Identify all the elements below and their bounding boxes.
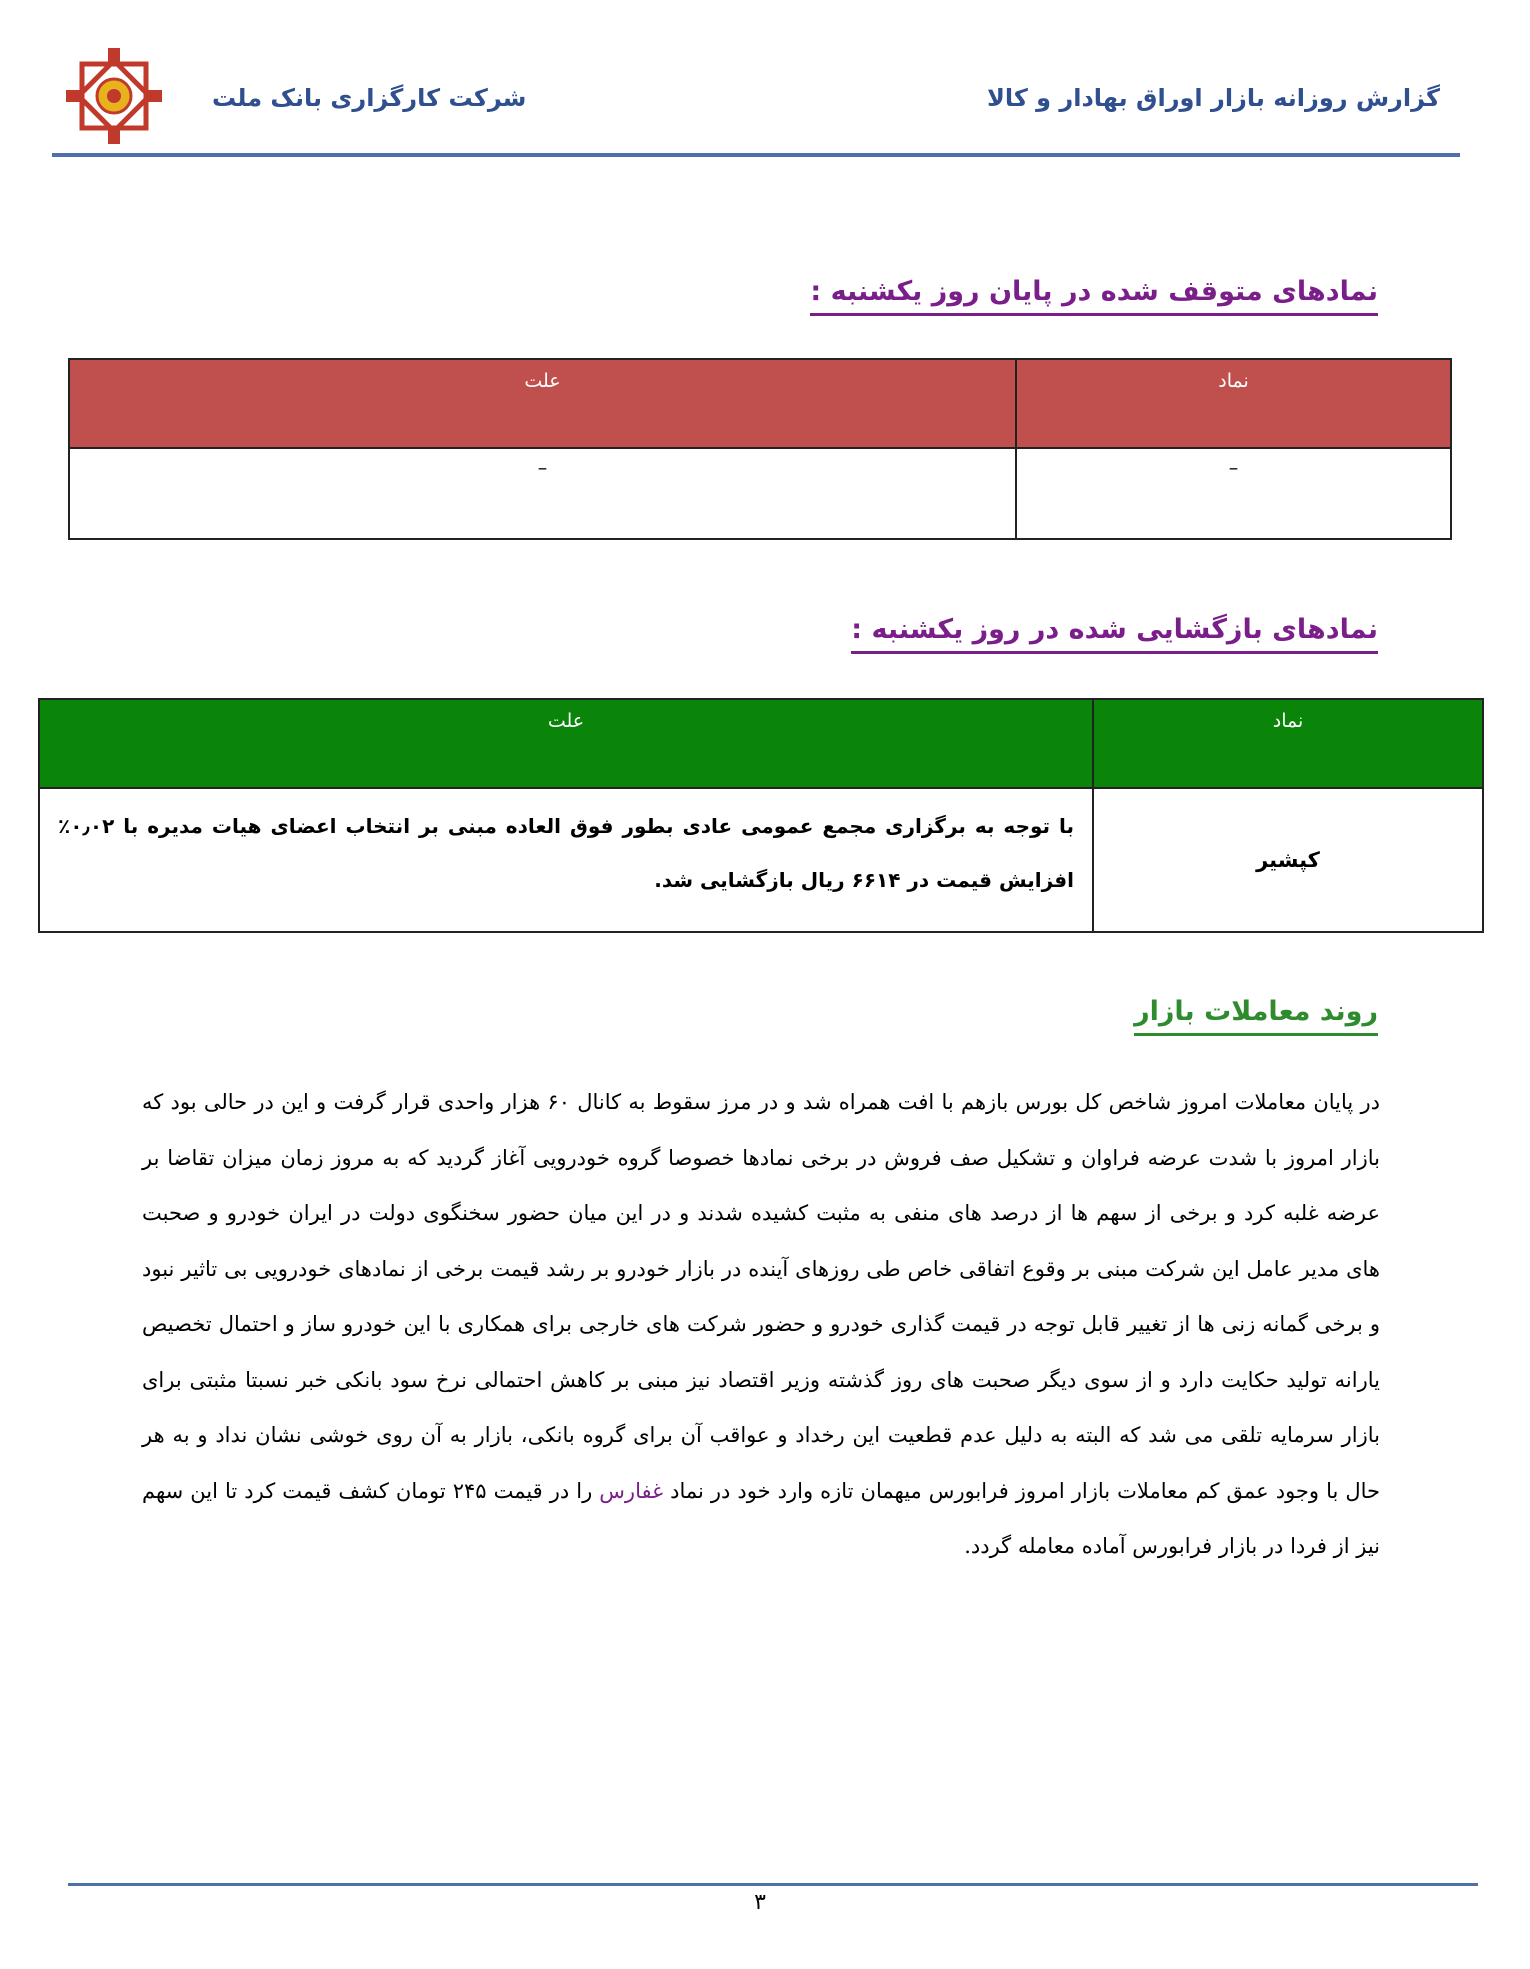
- table-cell-symbol: کپشیر: [1093, 788, 1483, 932]
- halted-symbols-heading: نمادهای متوقف شده در پایان روز یکشنبه :: [810, 276, 1378, 316]
- market-trend-heading: روند معاملات بازار: [1134, 996, 1378, 1036]
- paragraph-text-continued: را در قیمت ۲۴۵ تومان کشف قیمت کرد تا این سهم نیز از فردا در بازار فرابورس آماده معامله گردد.: [142, 1478, 1380, 1558]
- reopened-symbols-heading: نمادهای بازگشایی شده در روز یکشنبه :: [851, 614, 1378, 654]
- reopened-symbols-table: [38, 698, 1484, 933]
- halted-symbols-table: [68, 358, 1452, 540]
- page-number: ۳: [754, 1890, 766, 1915]
- table-header-row: [69, 359, 1451, 448]
- paragraph-text: در پایان معاملات امروز شاخص کل بورس بازهم با افت همراه شد و در مرز سقوط به کانال ۶۰ هزار واحدی قرار گرفت و این در حالی بود که بازار امروز با شدت عرضه فراوان و تشکیل صف فروش در برخی نمادها خصوصا گروه خودرویی آغاز گردید که به مروز زمان میزان تقاضا بر عرضه غلبه کرد و برخی از سهم ها از درصد های منفی به مثبت کشیده شدند و در این میان حضور سخنگوی دولت در ایران خودرو و صحبت های مدیر عامل این شرکت مبنی بر وقوع اتفاقی خاص طی روزهای آینده در بازار خودرو بر رشد قیمت برخی از نمادهای خودرویی بی تاثیر نبود و برخی گمانه زنی ها از تغییر قابل توجه در قیمت گذاری خودرو و حضور شرکت های خارجی برای همکاری با این خودرو ساز و احتمال تخصیص یارانه تولید حکایت دارد و از سوی دیگر صحبت های روز گذشته وزیر اقتصاد نیز مبنی بر کاهش احتمالی نرخ سود بانکی خبر نسبتا مثبتی برای بازار سرمایه تلقی می شد که البته به دلیل عدم قطعیت این رخداد و عواقب آن برای گروه بانکی، بازار به آن روی خوشی نشان نداد و به هر حال با وجود عمق کم معاملات بازار امروز فرابورس میهمان تازه وارد خود در نماد: [142, 1090, 1380, 1503]
- table-cell-reason: –: [69, 448, 1016, 539]
- column-header-symbol: نماد: [1093, 699, 1483, 788]
- column-header-symbol: نماد: [1016, 359, 1451, 448]
- highlighted-symbol: غفارس: [599, 1478, 664, 1503]
- market-trend-paragraph: [142, 1075, 1380, 1575]
- table-cell-reason: با توجه به برگزاری مجمع عمومی عادی بطور فوق العاده مبنی بر انتخاب اعضای هیات مدیره با ۰٫۰۲٪ افزایش قیمت در ۶۶۱۴ ریال بازگشایی شد.: [39, 788, 1093, 932]
- report-title: گزارش روزانه بازار اوراق بهادار و کالا: [986, 84, 1440, 112]
- table-row: [39, 788, 1483, 932]
- table-header-row: [39, 699, 1483, 788]
- footer-divider: [68, 1883, 1478, 1886]
- column-header-reason: علت: [39, 699, 1093, 788]
- table-row: [69, 448, 1451, 539]
- header-divider: [52, 153, 1460, 157]
- bank-mellat-logo-icon: [64, 46, 164, 146]
- table-cell-symbol: –: [1016, 448, 1451, 539]
- company-name: شرکت کارگزاری بانک ملت: [212, 84, 527, 112]
- column-header-reason: علت: [69, 359, 1016, 448]
